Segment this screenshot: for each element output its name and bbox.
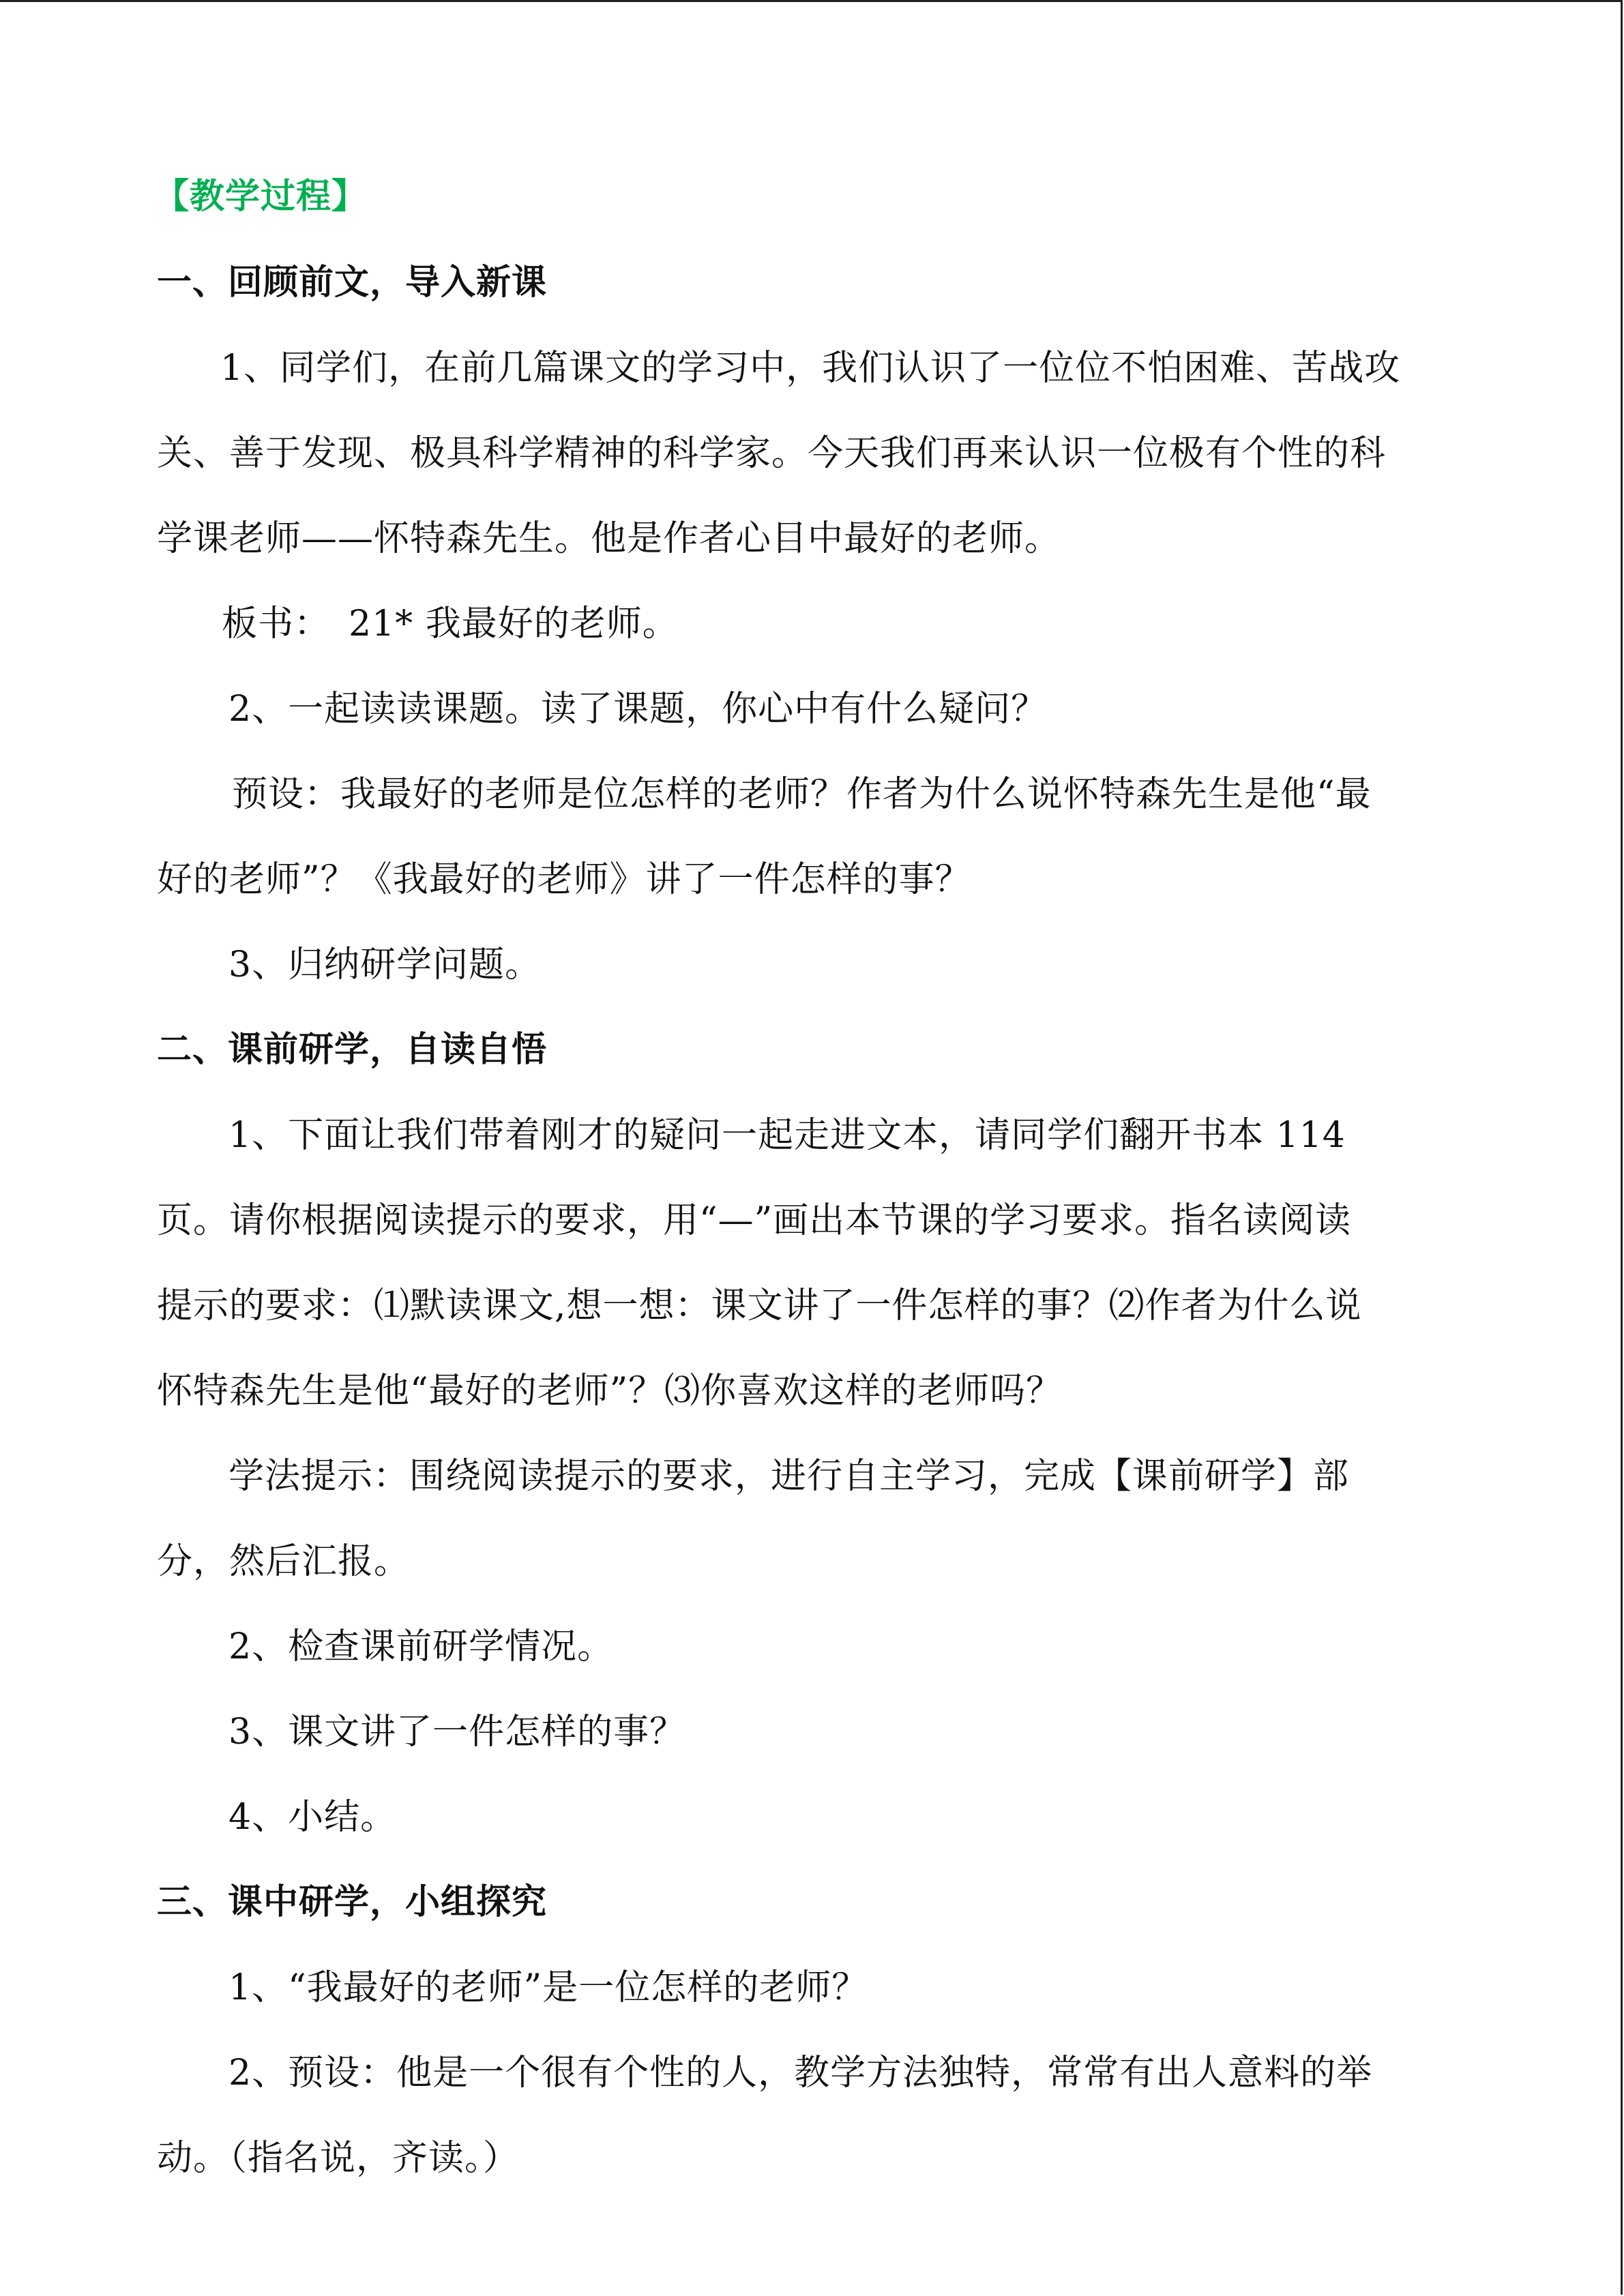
paragraph-line: 1、同学们，在前几篇课文的学习中，我们认识了一位位不怕困难、苦战攻 [220,348,1401,389]
paragraph-line: 好的老师”？《我最好的老师》讲了一件怎样的事？ [157,859,971,900]
section-title: 【教学过程】 [154,177,368,217]
paragraph-line: 2、一起读读课题。读了课题，你心中有什么疑问？ [228,689,1048,730]
paragraph-line: 怀特森先生是他“最好的老师”？⑶你喜欢这样的老师吗？ [157,1371,1063,1412]
paragraph-line: 学课老师——怀特森先生。他是作者心目中最好的老师。 [157,518,1061,559]
paragraph-line: 页。请你根据阅读提示的要求，用“—”画出本节课的学习要求。指名读阅读 [157,1200,1352,1241]
heading-1: 一、回顾前文，导入新课 [157,263,548,303]
paragraph-line: 1、下面让我们带着刚才的疑问一起走进文本，请同学们翻开书本 114 [228,1115,1346,1156]
paragraph-line: 2、检查课前研学情况。 [228,1626,614,1667]
paragraph-line: 预设：我最好的老师是位怎样的老师？作者为什么说怀特森先生是他“最 [232,774,1372,815]
paragraph-line: 3、课文讲了一件怎样的事？ [228,1712,686,1753]
paragraph-line: 3、归纳研学问题。 [228,944,542,985]
board-writing-line: 板书： 21* 我最好的老师。 [222,603,679,644]
heading-2: 二、课前研学，自读自悟 [157,1030,548,1070]
paragraph-line: 分，然后汇报。 [157,1541,411,1582]
paragraph-line: 关、善于发现、极具科学精神的科学家。今天我们再来认识一位极有个性的科 [157,433,1387,474]
heading-3: 三、课中研学，小组探究 [157,1882,548,1922]
paragraph-line: 1、“我最好的老师”是一位怎样的老师？ [228,1967,868,2008]
paragraph-line: 动。（指名说，齐读。） [157,2138,520,2179]
paragraph-line: 2、预设：他是一个很有个性的人，教学方法独特，常常有出人意料的举 [228,2053,1373,2093]
paragraph-line: 提示的要求：⑴默读课文,想一想：课文讲了一件怎样的事？⑵作者为什么说 [157,1285,1362,1326]
paragraph-line: 学法提示：围绕阅读提示的要求，进行自主学习，完成【课前研学】部 [228,1456,1350,1497]
paragraph-line: 4、小结。 [228,1797,397,1838]
